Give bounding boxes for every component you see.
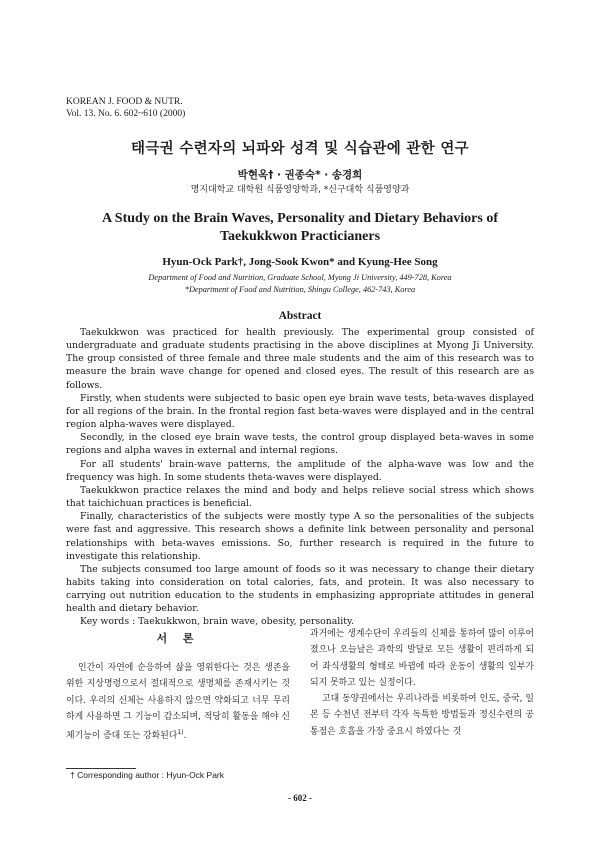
korean-title: 태극권 수련자의 뇌파와 성격 및 식습관에 관한 연구 (131, 141, 469, 157)
english-affiliation-1: Department of Food and Nutrition, Graduate School, Myong Ji University, 449-728, Korea (148, 273, 452, 282)
korean-affiliation: 명지대학교 대학원 식품영양학과, *신구대학 식품영양과 (190, 185, 410, 195)
page-number: - 602 - (288, 793, 312, 803)
english-authors: Hyun-Ock Park†, Jong-Sook Kwon* and Kyung-Hee Song (162, 256, 438, 268)
abstract-paragraph: For all students' brain-wave patterns, the amplitude of the alpha-wave was low and the frequency was high. In some students theta-waves were displayed. (66, 458, 534, 483)
journal-name: KOREAN J. FOOD & NUTR. (66, 97, 183, 107)
body-paragraph (66, 660, 290, 744)
footnote: † Corresponding author : Hyun-Ock Park (70, 770, 225, 780)
body-column-right (310, 626, 534, 740)
english-title-line2: Taekukkwon Practicianers (219, 229, 381, 244)
keywords: Key words : Taekukkwon, brain wave, obesity, personality. (80, 616, 354, 628)
english-affiliation-2: *Department of Food and Nutrition, Shingu College, 462-743, Korea (184, 285, 416, 294)
journal-volume: Vol. 13. No. 6. 602~610 (2000) (66, 109, 186, 119)
footnote-rule (66, 768, 136, 769)
journal-header (66, 96, 185, 120)
body-text-end: . (183, 731, 187, 742)
body-text: 인간이 자연에 순응하여 삶을 영위한다는 것은 생존을 위한 지상명령으로서 절대적으로 생명체를 존재시키는 것이다. 우리의 신체는 사용하지 않으면 약화되고 너무 무리하게 사용하면 그 기능이 감소되며, 적당히 활동을 해야 신체기능이 증대 또는 강화된다 (66, 663, 290, 742)
body-column-left (66, 660, 290, 744)
english-title (60, 210, 540, 246)
citation-ref: 1) (177, 729, 184, 737)
abstract-paragraph: Secondly, in the closed eye brain wave tests, the control group displayed beta-waves in some regions and alpha waves in external and internal regions. (66, 432, 534, 457)
abstract-paragraph: Firstly, when students were subjected to basic open eye brain wave tests, beta-waves displayed for all regions of the brain. In the frontal region fast beta-waves were displayed and in the central region alpha-waves were displayed. (66, 392, 534, 431)
section-heading-introduction: 서 론 (156, 632, 200, 645)
english-title-line1: A Study on the Brain Waves, Personality and Dietary Behaviors of (101, 211, 499, 226)
abstract-paragraph: Taekukkwon practice relaxes the mind and body and helps relieve social stress which shows that taichichuan practices is beneficial. (66, 484, 534, 510)
korean-authors: 박현옥† · 권종숙* · 송경희 (237, 169, 363, 181)
abstract-paragraph: The subjects consumed too large amount of foods so it was necessary to change their dietary habits taking into consideration on total calories, fats, and protein. It was also necessary to carrying out nutrition education to the students in emphasizing appropriate attitudes in general health and dietary behavior. (66, 563, 534, 615)
abstract-paragraph: Finally, characteristics of the subjects were mostly type A so the personalities of the subjects were fast and aggressive. This research shows a definite link between personality and personal relationships with beta-waves emissions. So, further research is required in the future to investigate this relationship. (66, 511, 534, 562)
abstract-paragraph: Taekukkwon was practiced for health previously. The experimental group consisted of undergraduate and graduate students practising in the above disciplines at Myong Ji University. The group consisted of three female and three male students and the aim of this research was to measure the brain wave change for opened and closed eyes. The result of this research are as follows. (66, 327, 534, 391)
body-paragraph: 고대 동양권에서는 우리나라를 비롯하여 인도, 중국, 일본 등 수천년 전부터 각자 독특한 방법들과 정신수련의 공통점은 호흡을 가장 중요시 하였다는 것 (310, 694, 534, 737)
body-paragraph: 과거에는 생계수단이 우리들의 신체를 통하여 많이 이루어졌으나 오늘날은 과학의 발달로 모든 생활이 편리하게 되어 좌식생활의 형태로 바뀜에 따라 운동이 생활의 일부가 되지 못하고 있는 실정이다. (310, 629, 534, 688)
abstract-body (66, 326, 534, 629)
abstract-heading: Abstract (278, 310, 322, 322)
